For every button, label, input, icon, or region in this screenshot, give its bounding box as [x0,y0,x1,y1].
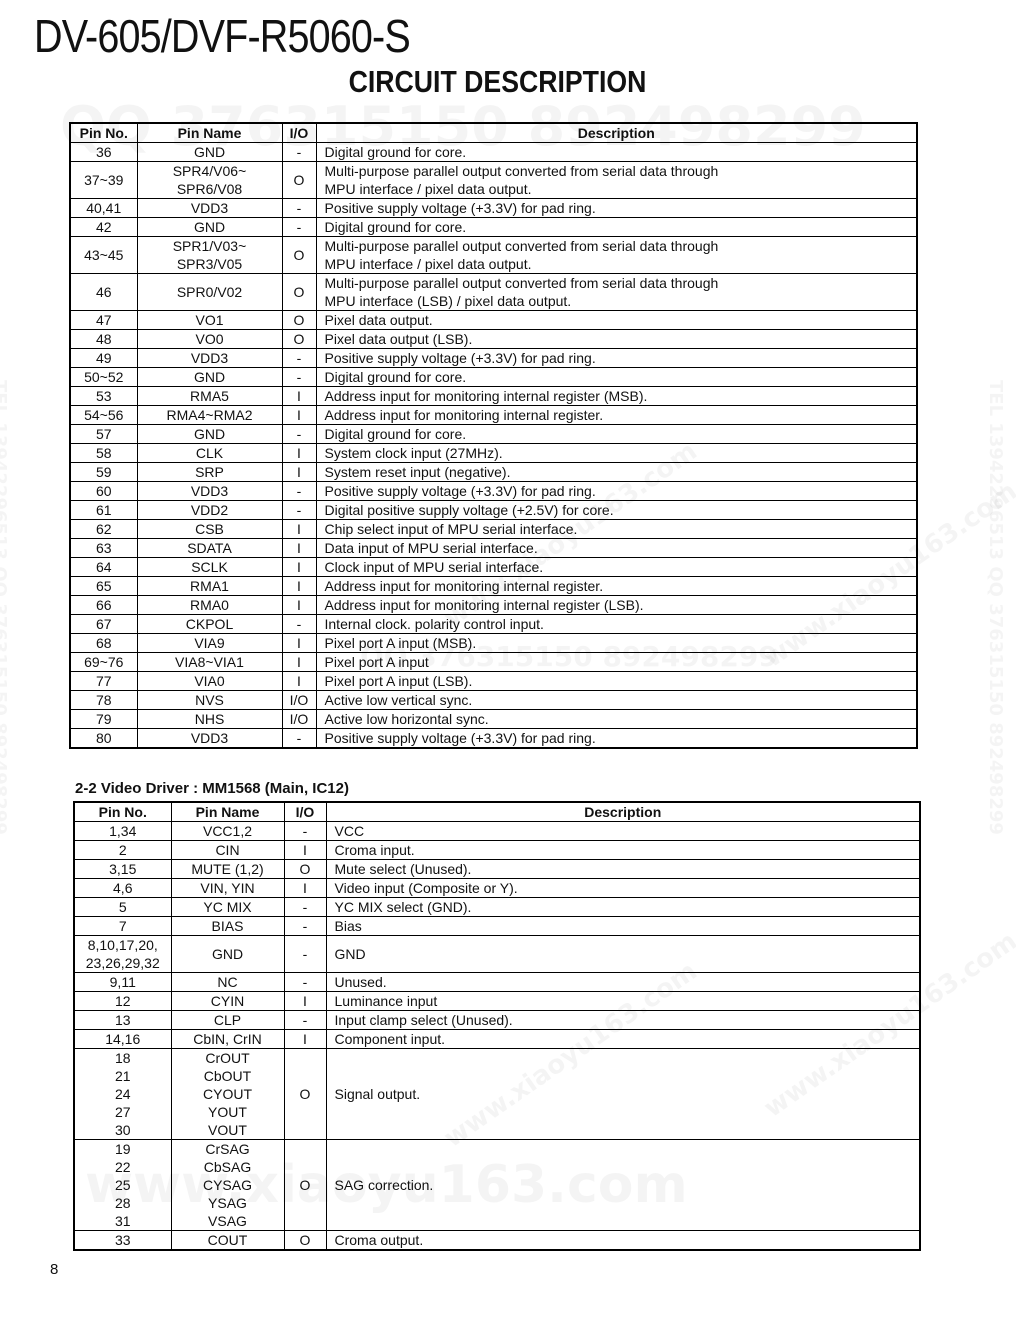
cell-pin-no: 68 [70,634,137,653]
cell-pin-no: 47 [70,311,137,330]
table-row [70,162,917,199]
table-row [70,691,917,710]
cell-pin-no: 1,34 [74,822,171,841]
table-row [70,729,917,749]
cell-pin-name: YC MIX [171,898,284,917]
column-header-description: Description [316,123,917,143]
cell-description: YC MIX select (GND). [326,898,920,917]
cell-pin-no: 9,11 [74,973,171,992]
cell-description: Mute select (Unused). [326,860,920,879]
cell-pin-no: 8,10,17,20, 23,26,29,32 [74,936,171,973]
cell-description: Positive supply voltage (+3.3V) for pad ring. [316,349,917,368]
column-header-pin-name: Pin Name [171,802,284,822]
cell-description: Croma output. [326,1231,920,1251]
cell-pin-name: CLK [137,444,282,463]
table-row [70,237,917,274]
table-row [70,406,917,425]
watermark-text [0,380,10,835]
cell-io: O [282,237,316,274]
column-header-pin-no: Pin No. [70,123,137,143]
cell-pin-name: CYIN [171,992,284,1011]
cell-pin-no: 77 [70,672,137,691]
table-row [70,634,917,653]
cell-pin-name: CSB [137,520,282,539]
cell-pin-name: CIN [171,841,284,860]
cell-io: O [282,311,316,330]
table-row [70,368,917,387]
cell-pin-name: SPR4/V06~ SPR6/V08 [137,162,282,199]
watermark-text [985,380,1006,835]
video-driver-heading: 2-2 Video Driver : MM1568 (Main, IC12) [75,780,349,797]
cell-pin-no: 42 [70,218,137,237]
cell-io: - [284,936,326,973]
table-row [70,577,917,596]
table-row [74,1030,920,1049]
cell-pin-name: VO0 [137,330,282,349]
cell-io: I [282,539,316,558]
cell-io: I [284,992,326,1011]
table-row [70,274,917,311]
cell-pin-no: 59 [70,463,137,482]
table-row [74,898,920,917]
cell-pin-name: VIA0 [137,672,282,691]
cell-pin-name: NHS [137,710,282,729]
cell-pin-name: VDD3 [137,199,282,218]
cell-pin-no: 36 [70,143,137,162]
table-row [70,349,917,368]
cell-pin-name: SPR1/V03~ SPR3/V05 [137,237,282,274]
cell-description: Active low vertical sync. [316,691,917,710]
cell-pin-name: GND [137,218,282,237]
cell-description: System clock input (27MHz). [316,444,917,463]
cell-io: - [282,368,316,387]
table-row [70,199,917,218]
cell-io: I/O [282,710,316,729]
cell-description: Multi-purpose parallel output converted from serial data through MPU interface (LSB) / pixel data output. [316,274,917,311]
cell-io: O [282,330,316,349]
cell-io: I [284,1030,326,1049]
cell-io: - [282,143,316,162]
table-header-row [70,123,917,143]
table-row [70,653,917,672]
cell-description: Digital ground for core. [316,143,917,162]
table-row [70,218,917,237]
table-row [74,973,920,992]
cell-description: Signal output. [326,1049,920,1140]
cell-description: Address input for monitoring internal register (MSB). [316,387,917,406]
cell-pin-no: 4,6 [74,879,171,898]
cell-description: Component input. [326,1030,920,1049]
cell-pin-no: 78 [70,691,137,710]
cell-description: Bias [326,917,920,936]
cell-pin-name: VIN, YIN [171,879,284,898]
cell-io: - [282,729,316,749]
cell-pin-no: 69~76 [70,653,137,672]
column-header-pin-no: Pin No. [74,802,171,822]
cell-pin-name: CrSAG CbSAG CYSAG YSAG VSAG [171,1140,284,1231]
cell-description: Data input of MPU serial interface. [316,539,917,558]
cell-description: Pixel port A input (LSB). [316,672,917,691]
cell-description: GND [326,936,920,973]
cell-description: Video input (Composite or Y). [326,879,920,898]
cell-io: I [282,634,316,653]
cell-pin-name: BIAS [171,917,284,936]
pin-table-1 [69,122,918,749]
cell-io: - [282,615,316,634]
cell-io: O [284,1140,326,1231]
table-row [70,463,917,482]
cell-description: Digital ground for core. [316,425,917,444]
cell-pin-no: 33 [74,1231,171,1251]
cell-io: O [284,1231,326,1251]
cell-pin-name: VIA9 [137,634,282,653]
cell-description: VCC [326,822,920,841]
cell-pin-name: SDATA [137,539,282,558]
cell-description: Pixel data output. [316,311,917,330]
cell-io: - [284,917,326,936]
cell-pin-no: 54~56 [70,406,137,425]
cell-io: - [284,898,326,917]
table-row [74,860,920,879]
cell-pin-no: 2 [74,841,171,860]
cell-pin-no: 7 [74,917,171,936]
cell-io: I [282,596,316,615]
cell-io: I [282,387,316,406]
page-number: 8 [50,1261,59,1278]
cell-pin-no: 50~52 [70,368,137,387]
cell-pin-name: NC [171,973,284,992]
cell-io: - [282,199,316,218]
table-row [74,917,920,936]
cell-pin-name: MUTE (1,2) [171,860,284,879]
pin-table-2 [73,801,921,1251]
cell-description: Internal clock. polarity control input. [316,615,917,634]
cell-io: I [284,879,326,898]
table-row [70,501,917,520]
cell-io: I [282,577,316,596]
cell-pin-no: 65 [70,577,137,596]
table-row [74,822,920,841]
cell-pin-no: 66 [70,596,137,615]
cell-pin-no: 46 [70,274,137,311]
cell-pin-no: 18 21 24 27 30 [74,1049,171,1140]
table-row [70,520,917,539]
cell-io: O [282,274,316,311]
cell-description: Unused. [326,973,920,992]
cell-io: - [284,973,326,992]
table-row [70,596,917,615]
cell-description: Croma input. [326,841,920,860]
table-row [70,539,917,558]
table-row [74,1231,920,1251]
cell-pin-name: SCLK [137,558,282,577]
cell-io: I [282,653,316,672]
cell-description: Pixel port A input [316,653,917,672]
cell-io: O [284,860,326,879]
cell-pin-name: SRP [137,463,282,482]
table-row [70,482,917,501]
model-title: DV-605/DVF-R5060-S [34,10,410,62]
cell-pin-name: GND [137,368,282,387]
cell-description: SAG correction. [326,1140,920,1231]
cell-description: Positive supply voltage (+3.3V) for pad ring. [316,729,917,749]
table-row [74,1140,920,1231]
column-header-pin-name: Pin Name [137,123,282,143]
cell-pin-no: 58 [70,444,137,463]
cell-pin-no: 60 [70,482,137,501]
table-row [70,444,917,463]
table-row [70,143,917,162]
cell-description: Address input for monitoring internal register (LSB). [316,596,917,615]
column-header-io: I/O [282,123,316,143]
cell-pin-no: 57 [70,425,137,444]
cell-pin-name: RMA5 [137,387,282,406]
cell-io: I [282,444,316,463]
cell-pin-name: VDD3 [137,729,282,749]
cell-pin-name: VDD2 [137,501,282,520]
cell-pin-name: CKPOL [137,615,282,634]
cell-pin-name: CbIN, CrIN [171,1030,284,1049]
cell-pin-no: 3,15 [74,860,171,879]
cell-pin-no: 14,16 [74,1030,171,1049]
table-row [74,879,920,898]
cell-pin-name: VDD3 [137,482,282,501]
cell-pin-name: RMA4~RMA2 [137,406,282,425]
cell-description: Active low horizontal sync. [316,710,917,729]
cell-pin-name: GND [137,143,282,162]
cell-description: Chip select input of MPU serial interface. [316,520,917,539]
cell-pin-name: RMA1 [137,577,282,596]
cell-description: Digital positive supply voltage (+2.5V) for core. [316,501,917,520]
section-title: CIRCUIT DESCRIPTION [348,64,647,99]
cell-description: Pixel port A input (MSB). [316,634,917,653]
cell-description: Multi-purpose parallel output converted from serial data through MPU interface / pixel data output. [316,162,917,199]
table-row [74,1011,920,1030]
cell-io: - [282,482,316,501]
cell-description: Pixel data output (LSB). [316,330,917,349]
cell-io: I [284,841,326,860]
cell-description: Positive supply voltage (+3.3V) for pad ring. [316,199,917,218]
cell-pin-no: 62 [70,520,137,539]
cell-description: Address input for monitoring internal register. [316,577,917,596]
cell-io: I/O [282,691,316,710]
cell-pin-name: VDD3 [137,349,282,368]
cell-pin-name: CrOUT CbOUT CYOUT YOUT VOUT [171,1049,284,1140]
cell-io: I [282,520,316,539]
cell-pin-name: VO1 [137,311,282,330]
column-header-description: Description [326,802,920,822]
cell-pin-no: 19 22 25 28 31 [74,1140,171,1231]
table-row [70,311,917,330]
cell-io: - [282,425,316,444]
cell-pin-no: 43~45 [70,237,137,274]
cell-pin-no: 61 [70,501,137,520]
table-row [74,841,920,860]
cell-io: I [282,672,316,691]
cell-io: - [282,349,316,368]
table-row [70,710,917,729]
cell-pin-name: SPR0/V02 [137,274,282,311]
table-row [74,992,920,1011]
cell-pin-no: 63 [70,539,137,558]
cell-pin-name: VCC1,2 [171,822,284,841]
cell-io: - [284,822,326,841]
cell-pin-no: 37~39 [70,162,137,199]
cell-description: Multi-purpose parallel output converted from serial data through MPU interface / pixel data output. [316,237,917,274]
cell-pin-name: NVS [137,691,282,710]
cell-description: Digital ground for core. [316,368,917,387]
cell-description: System reset input (negative). [316,463,917,482]
cell-description: Input clamp select (Unused). [326,1011,920,1030]
cell-io: I [282,463,316,482]
cell-pin-no: 80 [70,729,137,749]
cell-pin-no: 79 [70,710,137,729]
table-header-row [74,802,920,822]
cell-pin-no: 40,41 [70,199,137,218]
cell-pin-no: 5 [74,898,171,917]
table-row [74,1049,920,1140]
cell-description: Address input for monitoring internal register. [316,406,917,425]
cell-pin-no: 48 [70,330,137,349]
cell-pin-no: 64 [70,558,137,577]
column-header-io: I/O [284,802,326,822]
cell-pin-name: VIA8~VIA1 [137,653,282,672]
table-row [70,558,917,577]
cell-description: Digital ground for core. [316,218,917,237]
table-row [70,672,917,691]
table-row [70,387,917,406]
cell-io: I [282,406,316,425]
cell-description: Luminance input [326,992,920,1011]
cell-description: Positive supply voltage (+3.3V) for pad ring. [316,482,917,501]
table-row [70,425,917,444]
cell-io: - [284,1011,326,1030]
cell-description: Clock input of MPU serial interface. [316,558,917,577]
cell-pin-name: COUT [171,1231,284,1251]
cell-pin-name: GND [171,936,284,973]
cell-io: - [282,218,316,237]
cell-pin-no: 67 [70,615,137,634]
cell-pin-name: CLP [171,1011,284,1030]
table-row [70,330,917,349]
cell-pin-name: GND [137,425,282,444]
cell-pin-no: 12 [74,992,171,1011]
table-row [70,615,917,634]
cell-io: O [282,162,316,199]
cell-io: I [282,558,316,577]
table-row [74,936,920,973]
cell-pin-no: 53 [70,387,137,406]
cell-pin-no: 49 [70,349,137,368]
cell-io: - [282,501,316,520]
cell-io: O [284,1049,326,1140]
cell-pin-name: RMA0 [137,596,282,615]
cell-pin-no: 13 [74,1011,171,1030]
